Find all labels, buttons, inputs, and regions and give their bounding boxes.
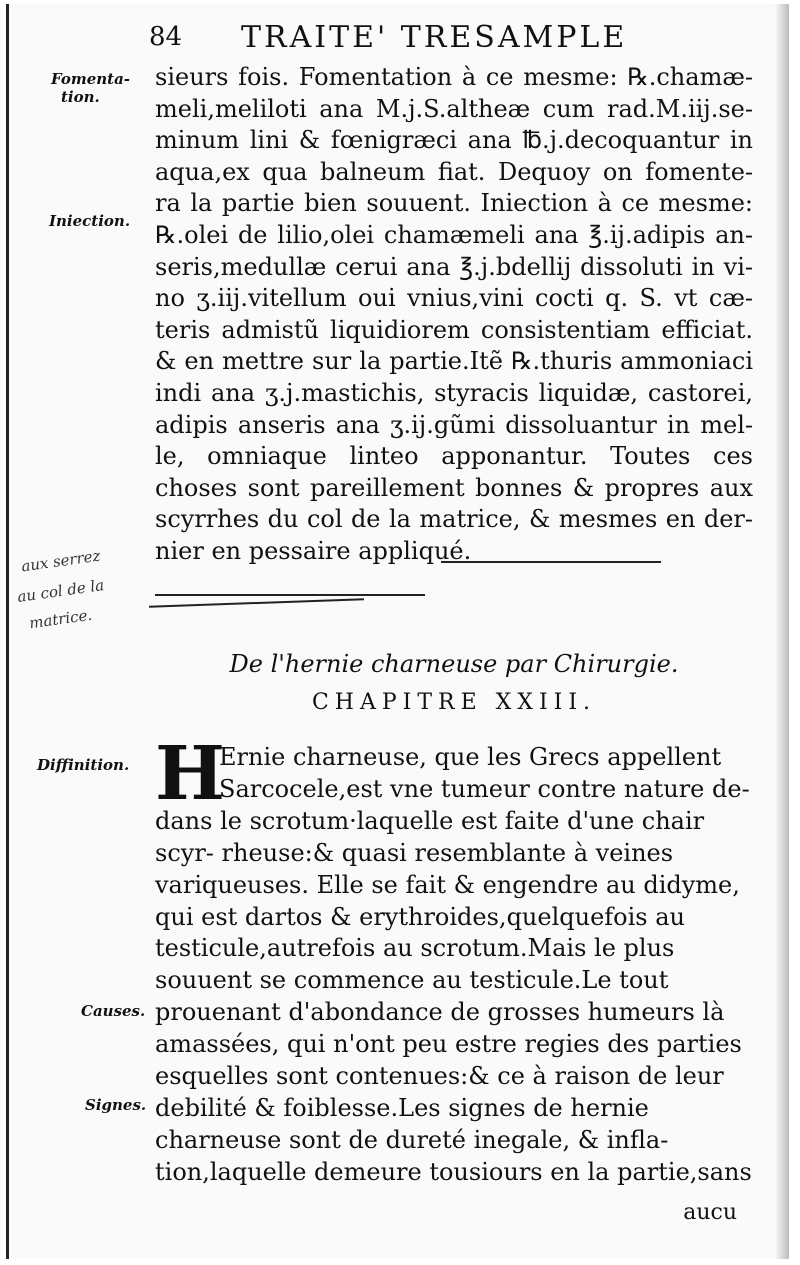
text-line: teris admistũ liquidiorem consistentiam efficiat.: [155, 315, 753, 344]
page-number: 84: [149, 22, 183, 52]
running-head: [9, 20, 789, 60]
text-line: nier en pessaire appliqué.: [155, 536, 472, 565]
text-line: au testicule.Le tout prouenant d'abondance de: [155, 966, 669, 1027]
handwritten-note-1: aux serrez: [20, 546, 102, 576]
text-line: regies des parties esquelles sont contenues:& ce: [155, 1030, 742, 1091]
book-page: [6, 4, 789, 1259]
text-line: tion,laquelle demeure tousiours en la partie,sans: [155, 1157, 752, 1186]
text-line: & erythroides,quelquefois au testicule,autrefois: [155, 902, 686, 963]
text-line: au scrotum.Mais le plus souuent se commence: [155, 934, 675, 995]
text-line: seris,medullæ cerui ana ℥.j.bdellij dissoluti in vi-: [155, 252, 753, 281]
catchword: aucu: [683, 1200, 737, 1225]
text-line: meli,meliloti ana M.j.S.altheæ cum rad.M.iij.se-: [155, 94, 753, 123]
handwritten-note-2: au col de la: [16, 576, 106, 606]
drop-cap: H: [155, 731, 225, 817]
text-line: hernie charneuse sont de dureté inegale, & infla-: [155, 1093, 669, 1154]
margin-note-fomentation: Fomenta-: [51, 70, 131, 88]
handwritten-underline-3: [149, 598, 364, 608]
text-line: le, omniaque linteo apponantur. Toutes ces: [155, 442, 753, 471]
text-line: sieurs fois. Fomentation à ce mesme: ℞.chamæ-: [155, 63, 753, 91]
text-line: no ʒ.iij.vitellum oui vnius,vini cocti q. S. vt cæ-: [155, 284, 753, 313]
text-line: indi ana ʒ.j.mastichis, styracis liquidæ, castorei,: [155, 378, 753, 407]
text-line: Elle se fait & engendre au didyme, qui est dartos: [155, 870, 740, 931]
margin-note-fomentation-cont: tion.: [61, 88, 100, 106]
section-heading: De l'hernie charneuse par Chirurgie.: [229, 650, 679, 678]
text-line: ra la partie bien souuent. Iniection à ce mesme:: [155, 189, 753, 218]
chapter-paragraph: [155, 731, 753, 1189]
chapter-heading: CHAPITRE XXIII.: [311, 690, 597, 715]
text-line: à raison de leur debilité & foiblesse.Les signes de: [155, 1062, 724, 1122]
text-line: adipis anseris ana ʒ.ij.gũmi dissoluantur in mel-: [155, 410, 753, 439]
text-line: grosses humeurs là amassées, qui n'ont peu estre: [155, 998, 725, 1059]
text-line: minum lini & fœnigræci ana ℔.j.decoquantur in: [155, 126, 753, 155]
margin-note-signs: Signes.: [85, 1096, 147, 1114]
margin-note-definition: Diffinition.: [37, 756, 130, 774]
margin-note-causes: Causes.: [81, 1002, 146, 1020]
text-line: choses sont pareillement bonnes & propres aux: [155, 473, 753, 502]
text-line: Ernie charneuse, que les Grecs appellent: [219, 743, 722, 771]
text-line: ℞.olei de lilio,olei chamæmeli ana ℥.ij.adipis an-: [155, 220, 753, 249]
handwritten-note-3: matrice.: [28, 605, 94, 633]
margin-note-injection: Iniection.: [49, 212, 131, 230]
text-line: & en mettre sur la partie.Itẽ ℞.thuris ammoniaci: [155, 347, 753, 376]
text-line: aqua,ex qua balneum fiat. Dequoy on fomente-: [155, 157, 753, 186]
text-line: dans le scrotum·laquelle est faite d'une chair scyr-: [155, 806, 705, 867]
handwritten-underline-2: [155, 594, 425, 596]
text-line: Sarcocele,est vne tumeur contre nature de-: [219, 774, 750, 803]
paragraph-main: [155, 62, 753, 568]
running-title: TRAITE' TRESAMPLE: [241, 20, 628, 55]
text-line: scyrrhes du col de la matrice, & mesmes en der-: [155, 505, 753, 534]
text-line: rheuse:& quasi resemblante à veines variqueuses.: [155, 838, 674, 899]
